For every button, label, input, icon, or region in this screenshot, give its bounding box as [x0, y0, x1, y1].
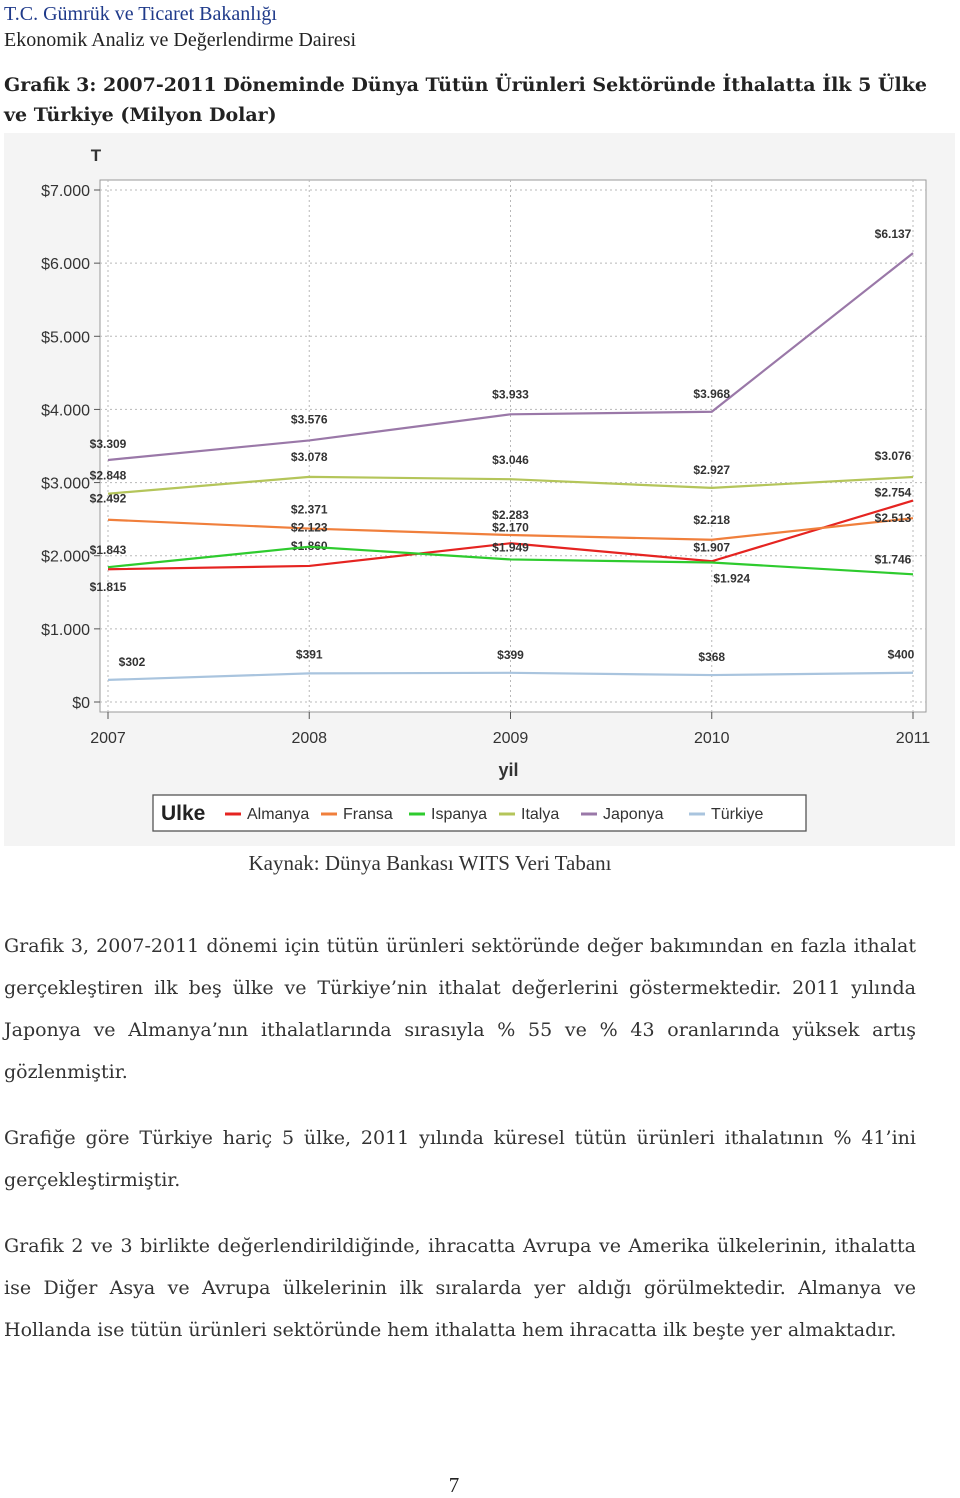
- data-label: $2.927: [693, 462, 731, 477]
- data-label: $1.815: [89, 580, 127, 595]
- paragraph-1: Grafik 3, 2007-2011 dönemi için tütün ürünleri sektöründe değer bakımından en fazla ithalat gerçekleştiren ilk beş ülke ve Türkiye’nin ithalat değerlerini göstermektedir. 2011 yılında Japonya ve Almanya’nın ithalatlarında sırasıyla % 55 ve % 43 oranlarında yüksek artış gözlenmiştir.: [4, 935, 916, 1083]
- x-tick-label: 2008: [291, 730, 328, 747]
- data-label: $2.218: [693, 512, 731, 527]
- data-label: $1.949: [492, 540, 529, 555]
- y-tick-label: $5.000: [41, 329, 90, 347]
- data-label: $368: [698, 650, 726, 665]
- data-label: $400: [887, 647, 915, 662]
- legend-label: Japonya: [603, 806, 664, 823]
- data-label: $391: [295, 647, 323, 662]
- plot-area: [100, 180, 926, 712]
- chart-container: [4, 133, 955, 846]
- x-tick-label: 2007: [90, 730, 126, 747]
- legend-label: Ispanya: [431, 806, 488, 823]
- x-tick-label: 2009: [492, 730, 529, 747]
- data-label: $1.907: [693, 540, 731, 555]
- y-tick-label: $4.000: [41, 402, 90, 420]
- data-label: $3.078: [290, 449, 328, 464]
- y-axis-title: T: [90, 146, 102, 165]
- legend-title: Ulke: [161, 802, 206, 825]
- data-label: $302: [118, 654, 146, 669]
- y-tick-label: $6.000: [41, 256, 90, 274]
- figure-title: Grafik 3: 2007-2011 Döneminde Dünya Tütün Ürünleri Sektöründe İthalatta İlk 5 Ülke ve Türkiye (Milyon Dolar): [4, 74, 927, 126]
- data-label: $1.843: [89, 543, 127, 558]
- data-label: $2.848: [89, 468, 127, 483]
- y-tick-label: $0: [72, 695, 90, 712]
- ministry-header: T.C. Gümrük ve Ticaret Bakanlığı: [4, 3, 277, 25]
- data-label: $3.076: [874, 449, 912, 464]
- data-label: $3.046: [492, 453, 529, 468]
- department-header: Ekonomik Analiz ve Değerlendirme Dairesi: [4, 29, 357, 51]
- paragraph-2: Grafiğe göre Türkiye hariç 5 ülke, 2011 yılında küresel tütün ürünleri ithalatının % 41’ini gerçekleştirmiştir.: [4, 1127, 916, 1191]
- line-chart: [4, 133, 955, 846]
- data-label: $1.860: [290, 538, 328, 553]
- x-axis-title: yil: [498, 760, 519, 780]
- data-label: $399: [497, 647, 524, 662]
- paragraph-3: Grafik 2 ve 3 birlikte değerlendirildiğinde, ihracatta Avrupa ve Amerika ülkelerinin, ithalatta ise Diğer Asya ve Avrupa ülkelerinin ilk sıralarda yer aldığı görülmektedir. Almanya ve Hollanda ise tütün ürünleri sektöründe hem ithalatta hem ihracatta ilk beşte yer almaktadır.: [4, 1235, 916, 1341]
- x-tick-label: 2010: [693, 730, 730, 747]
- data-label: $3.933: [492, 387, 529, 402]
- source-note: Kaynak: Dünya Bankası WITS Veri Tabanı: [248, 851, 612, 875]
- data-label: $1.746: [874, 552, 912, 567]
- data-label: $2.170: [492, 520, 529, 535]
- data-label: $1.924: [713, 571, 751, 586]
- data-label: $6.137: [874, 227, 912, 242]
- data-label: $2.283: [492, 508, 529, 523]
- legend-label: Türkiye: [711, 806, 764, 823]
- data-label: $3.968: [693, 386, 731, 401]
- legend-label: Fransa: [343, 806, 393, 823]
- data-label: $2.371: [290, 502, 328, 517]
- y-tick-label: $3.000: [41, 475, 90, 493]
- y-tick-label: $2.000: [41, 548, 90, 566]
- data-label: $3.309: [89, 436, 127, 451]
- x-tick-label: 2011: [895, 730, 931, 747]
- y-tick-label: $1.000: [41, 621, 90, 639]
- page-number: 7: [448, 1473, 460, 1497]
- y-tick-label: $7.000: [41, 183, 90, 200]
- legend-label: Almanya: [247, 806, 310, 823]
- data-label: $3.576: [290, 412, 328, 427]
- data-label: $2.513: [874, 511, 912, 526]
- data-label: $2.123: [290, 520, 328, 535]
- legend-label: Italya: [521, 806, 560, 823]
- data-label: $2.754: [874, 485, 912, 500]
- data-label: $2.492: [89, 491, 127, 506]
